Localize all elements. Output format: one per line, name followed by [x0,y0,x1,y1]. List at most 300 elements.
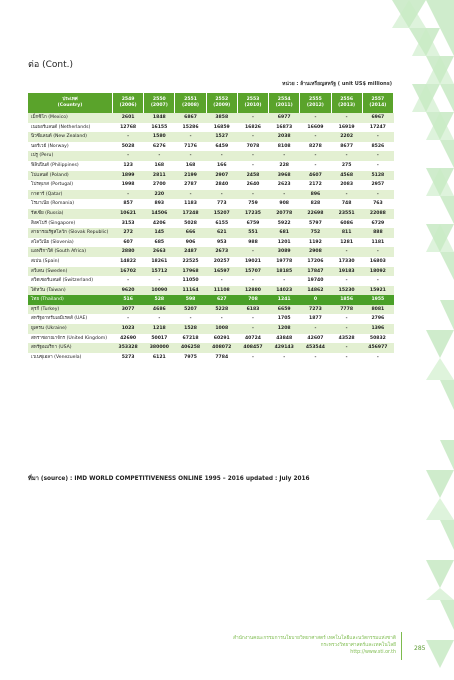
country-cell: เวเนซุเอลา (Venezuela) [28,353,113,363]
value-cell: - [206,276,237,286]
footer-divider [401,632,402,660]
footer-line-2: กระทรวงวิทยาศาสตร์และเทคโนโลยี [320,643,396,648]
country-cell: สโลวีเนีย (Slovenia) [28,238,113,248]
table-row [28,257,394,267]
header-country [28,93,113,113]
table-row [28,142,394,152]
value-cell: 906 [175,238,206,248]
value-cell: 123 [113,161,144,171]
value-cell: - [331,247,362,257]
country-cell: ยูเครน (Ukraine) [28,324,113,334]
table-row [28,228,394,238]
value-cell: 708 [237,295,268,305]
value-cell: 551 [237,228,268,238]
value-cell: 15712 [144,267,175,277]
value-cell: 166 [206,161,237,171]
header-year-th: 2557 [371,97,385,102]
value-cell: 14506 [144,209,175,219]
value-cell: - [237,324,268,334]
value-cell: 773 [206,199,237,209]
country-cell: เปรู (Peru) [28,151,113,161]
table-row [28,267,394,277]
value-cell: 16702 [113,267,144,277]
value-cell: - [237,151,268,161]
value-cell: 2487 [175,247,206,257]
value-cell: 627 [206,295,237,305]
value-cell: 15707 [237,267,268,277]
value-cell: 1877 [300,314,331,324]
value-cell: 621 [206,228,237,238]
value-cell: 15921 [362,286,393,296]
value-cell: 6121 [144,353,175,363]
value-cell: 2787 [175,180,206,190]
table-row [28,343,394,353]
value-cell: - [269,151,300,161]
unit-label: หน่วย : ล้านเหรียญสหรัฐ ( unit US$ millions) [282,81,392,87]
value-cell: - [362,151,393,161]
value-cell: 5028 [113,142,144,152]
data-table-container [28,93,394,362]
value-cell: 953 [206,238,237,248]
value-cell: 2663 [144,247,175,257]
value-cell: 429143 [269,343,300,353]
value-cell: 50017 [144,334,175,344]
page-title: ต่อ (Cont.) [28,60,74,70]
value-cell: - [300,151,331,161]
value-cell: 2880 [113,247,144,257]
value-cell: 15286 [175,123,206,133]
value-cell: 40724 [237,334,268,344]
header-year-th: 2549 [121,97,135,102]
value-cell: 5273 [113,353,144,363]
value-cell: 5797 [300,219,331,229]
value-cell: 7176 [175,142,206,152]
value-cell: 748 [331,199,362,209]
value-cell: 1396 [362,324,393,334]
value-cell: 1580 [144,132,175,142]
value-cell: 893 [144,199,175,209]
value-cell: 16873 [269,123,300,133]
table-row [28,199,394,209]
value-cell: 1023 [113,324,144,334]
value-cell: 43528 [331,334,362,344]
value-cell: 16155 [144,123,175,133]
value-cell: 228 [269,161,300,171]
value-cell: 14023 [269,286,300,296]
value-cell: 1527 [206,132,237,142]
value-cell: 1955 [362,295,393,305]
value-cell: 8677 [331,142,362,152]
value-cell: 528 [144,295,175,305]
country-cell: ตุรกี (Turkey) [28,305,113,315]
value-cell: 16859 [206,123,237,133]
header-year-th: 2550 [152,97,166,102]
value-cell: 2840 [206,180,237,190]
value-cell: 353328 [113,343,144,353]
header-year [331,93,362,113]
value-cell: 7975 [175,353,206,363]
country-cell: รัสเซีย (Russia) [28,209,113,219]
value-cell: 2673 [206,247,237,257]
value-cell: 1008 [206,324,237,334]
value-cell: 145 [144,228,175,238]
value-cell: 857 [113,199,144,209]
value-cell: 1218 [144,324,175,334]
value-cell: - [237,314,268,324]
value-cell: 6967 [362,113,393,123]
value-cell: 18261 [144,257,175,267]
value-cell: 1201 [269,238,300,248]
value-cell: 2083 [331,180,362,190]
value-cell: 11108 [206,286,237,296]
country-cell: แอฟริกาใต้ (South Africa) [28,247,113,257]
value-cell: 275 [331,161,362,171]
value-cell: 2907 [206,171,237,181]
table-row [28,219,394,229]
value-cell: 14862 [300,286,331,296]
value-cell: 453544 [300,343,331,353]
value-cell: 988 [237,238,268,248]
value-cell: 4686 [144,305,175,315]
table-row [28,324,394,334]
value-cell: 516 [113,295,144,305]
value-cell: - [144,151,175,161]
value-cell: 17206 [300,257,331,267]
value-cell: 60291 [206,334,237,344]
country-cell: สวีเดน (Sweden) [28,267,113,277]
header-year-en: (2006) [119,103,137,108]
value-cell: - [331,353,362,363]
value-cell: 16803 [362,257,393,267]
country-cell: โปรตุเกส (Portugal) [28,180,113,190]
value-cell: 4607 [300,171,331,181]
value-cell: 8278 [300,142,331,152]
table-row [28,238,394,248]
country-cell: โรมาเนีย (Romania) [28,199,113,209]
value-cell: - [237,247,268,257]
value-cell: 828 [300,199,331,209]
value-cell: - [113,190,144,200]
value-cell: 7778 [331,305,362,315]
value-cell: 2172 [300,180,331,190]
table-row [28,132,394,142]
footer-agency [228,635,396,656]
value-cell: 8081 [362,305,393,315]
header-year-en: (2010) [244,103,262,108]
table-row [28,161,394,171]
country-cell: เม็กซิโก (Mexico) [28,113,113,123]
value-cell: 2601 [113,113,144,123]
value-cell: - [300,353,331,363]
value-cell: 15230 [331,286,362,296]
country-cell: สหรัฐอาหรับเอมิเรตส์ (UAE) [28,314,113,324]
header-year-th: 2554 [277,97,291,102]
value-cell: 6729 [362,219,393,229]
country-cell: ไต้หวัน (Taiwan) [28,286,113,296]
page-number: 285 [414,645,426,652]
value-cell: - [237,353,268,363]
value-cell: 16597 [206,267,237,277]
value-cell: 12880 [237,286,268,296]
header-year [144,93,175,113]
value-cell: 272 [113,228,144,238]
table-header-row [28,93,394,113]
value-cell: 2038 [269,132,300,142]
value-cell: 1192 [300,238,331,248]
value-cell: - [269,190,300,200]
value-cell: 15207 [206,209,237,219]
value-cell: 3858 [206,113,237,123]
value-cell: 607 [113,238,144,248]
value-cell: 3089 [269,247,300,257]
header-year [269,93,300,113]
value-cell: 2908 [300,247,331,257]
value-cell: - [362,247,393,257]
table-row [28,295,394,305]
value-cell: - [300,324,331,334]
table-row [28,353,394,363]
country-cell: ฟิลิปปินส์ (Philippines) [28,161,113,171]
value-cell: - [362,190,393,200]
country-cell: นอร์เวย์ (Norway) [28,142,113,152]
value-cell: 50832 [362,334,393,344]
value-cell: 1998 [113,180,144,190]
header-year-en: (2013) [338,103,356,108]
country-cell: นิวซีแลนด์ (New Zealand) [28,132,113,142]
value-cell: 17330 [331,257,362,267]
table-row [28,209,394,219]
value-cell: 8108 [269,142,300,152]
value-cell: 4206 [144,219,175,229]
value-cell: - [237,276,268,286]
value-cell: - [206,151,237,161]
value-cell: 6086 [331,219,362,229]
value-cell: 16609 [300,123,331,133]
country-cell: สหรัฐอเมริกา (USA) [28,343,113,353]
value-cell: 18185 [269,267,300,277]
value-cell: 42607 [300,334,331,344]
country-cell: สาธารณรัฐสโลวัก (Slovak Republic) [28,228,113,238]
value-cell: 67218 [175,334,206,344]
value-cell: 9620 [113,286,144,296]
value-cell: 12768 [113,123,144,133]
value-cell: - [300,132,331,142]
table-row [28,286,394,296]
value-cell: 2957 [362,180,393,190]
value-cell: 19183 [331,267,362,277]
value-cell: 10621 [113,209,144,219]
table-row [28,276,394,286]
country-cell: เนเธอร์แลนด์ (Netherlands) [28,123,113,133]
value-cell: - [175,151,206,161]
header-year-th: 2555 [309,97,322,102]
value-cell: 22698 [300,209,331,219]
value-cell: 2199 [175,171,206,181]
value-cell: 43848 [269,334,300,344]
value-cell: - [269,276,300,286]
value-cell: - [113,132,144,142]
country-cell: โปแลนด์ (Poland) [28,171,113,181]
value-cell: - [237,132,268,142]
header-year [113,93,144,113]
table-row [28,151,394,161]
value-cell: - [144,314,175,324]
header-country-th: ประเทศ [62,97,78,102]
table-row [28,314,394,324]
value-cell: 1181 [362,238,393,248]
header-year-en: (2007) [150,103,168,108]
value-cell: - [300,113,331,123]
value-cell: 19778 [269,257,300,267]
country-cell: กาตาร์ (Qatar) [28,190,113,200]
value-cell: 5228 [206,305,237,315]
header-country-en: (Country) [57,103,83,108]
value-cell: 168 [175,161,206,171]
value-cell: - [331,276,362,286]
value-cell: 3153 [113,219,144,229]
value-cell: - [206,314,237,324]
table-row [28,113,394,123]
value-cell: 2796 [362,314,393,324]
value-cell: 19740 [300,276,331,286]
value-cell: 6759 [237,219,268,229]
value-cell: 22525 [175,257,206,267]
value-cell: 20778 [269,209,300,219]
value-cell: 6659 [269,305,300,315]
value-cell: 5922 [269,219,300,229]
table-row [28,171,394,181]
value-cell: 11050 [175,276,206,286]
value-cell: 19021 [237,257,268,267]
value-cell: - [362,353,393,363]
country-cell: ไทย (Thailand) [28,295,113,305]
table-row [28,180,394,190]
value-cell: 1281 [331,238,362,248]
value-cell: 10090 [144,286,175,296]
value-cell: 168 [144,161,175,171]
value-cell: - [331,113,362,123]
table-row [28,247,394,257]
header-year-en: (2008) [182,103,200,108]
country-cell: สหราชอาณาจักร (United Kingdom) [28,334,113,344]
value-cell: 763 [362,199,393,209]
value-cell: 17248 [175,209,206,219]
value-cell: - [331,190,362,200]
footer-url[interactable]: http://www.sti.or.th [350,650,396,655]
table-body [28,113,394,362]
value-cell: 456977 [362,343,393,353]
value-cell: 7273 [300,305,331,315]
value-cell: 1528 [175,324,206,334]
value-cell: - [237,161,268,171]
value-cell: - [113,314,144,324]
value-cell: 1208 [269,324,300,334]
value-cell: 908 [269,199,300,209]
value-cell: 3968 [269,171,300,181]
header-year-en: (2012) [306,103,324,108]
value-cell: 20257 [206,257,237,267]
value-cell: - [113,151,144,161]
value-cell: 380000 [144,343,175,353]
value-cell: 7784 [206,353,237,363]
value-cell: - [144,276,175,286]
value-cell: 4568 [331,171,362,181]
value-cell: 17247 [362,123,393,133]
value-cell: 6155 [206,219,237,229]
value-cell: - [175,314,206,324]
header-year [206,93,237,113]
value-cell: 0 [300,295,331,305]
value-cell: 14822 [113,257,144,267]
value-cell: 2700 [144,180,175,190]
table-row [28,305,394,315]
value-cell: - [331,324,362,334]
value-cell: 681 [269,228,300,238]
value-cell: 1856 [331,295,362,305]
value-cell: - [331,314,362,324]
value-cell: 1183 [175,199,206,209]
country-cell: สิงคโปร์ (Singapore) [28,219,113,229]
value-cell: 1899 [113,171,144,181]
value-cell: 22088 [362,209,393,219]
value-cell: 18092 [362,267,393,277]
table-row [28,334,394,344]
value-cell: 5128 [362,171,393,181]
value-cell: - [113,276,144,286]
value-cell: 5028 [175,219,206,229]
value-cell: 685 [144,238,175,248]
value-cell: 1241 [269,295,300,305]
value-cell: 42690 [113,334,144,344]
value-cell: - [300,161,331,171]
value-cell: 3077 [113,305,144,315]
country-cell: สวิตเซอร์แลนด์ (Switzerland) [28,276,113,286]
value-cell: 759 [237,199,268,209]
value-cell: 2811 [144,171,175,181]
value-cell: 811 [331,228,362,238]
value-cell: 11164 [175,286,206,296]
value-cell: 6459 [206,142,237,152]
value-cell: - [331,151,362,161]
header-year-th: 2556 [340,97,354,102]
header-year [300,93,331,113]
value-cell: 888 [362,228,393,238]
value-cell: - [175,132,206,142]
value-cell: 2458 [237,171,268,181]
header-year [175,93,206,113]
value-cell: 6977 [269,113,300,123]
value-cell: 6276 [144,142,175,152]
value-cell: 2623 [269,180,300,190]
value-cell: 666 [175,228,206,238]
header-year-en: (2014) [369,103,387,108]
value-cell: - [237,113,268,123]
header-year-en: (2009) [213,103,231,108]
table-row [28,123,394,133]
data-table [28,93,394,362]
value-cell: 752 [300,228,331,238]
footer-line-1: สำนักงานคณะกรรมการนโยบายวิทยาศาสตร์ เทคโนโลยีและนวัตกรรมแห่งชาติ [233,636,396,641]
value-cell: 406258 [175,343,206,353]
header-year-en: (2011) [275,103,293,108]
value-cell: 7078 [237,142,268,152]
value-cell: 408072 [206,343,237,353]
value-cell: - [331,343,362,353]
country-cell: สเปน (Spain) [28,257,113,267]
header-year-th: 2551 [184,97,197,102]
value-cell: 17847 [300,267,331,277]
value-cell: 6867 [175,113,206,123]
